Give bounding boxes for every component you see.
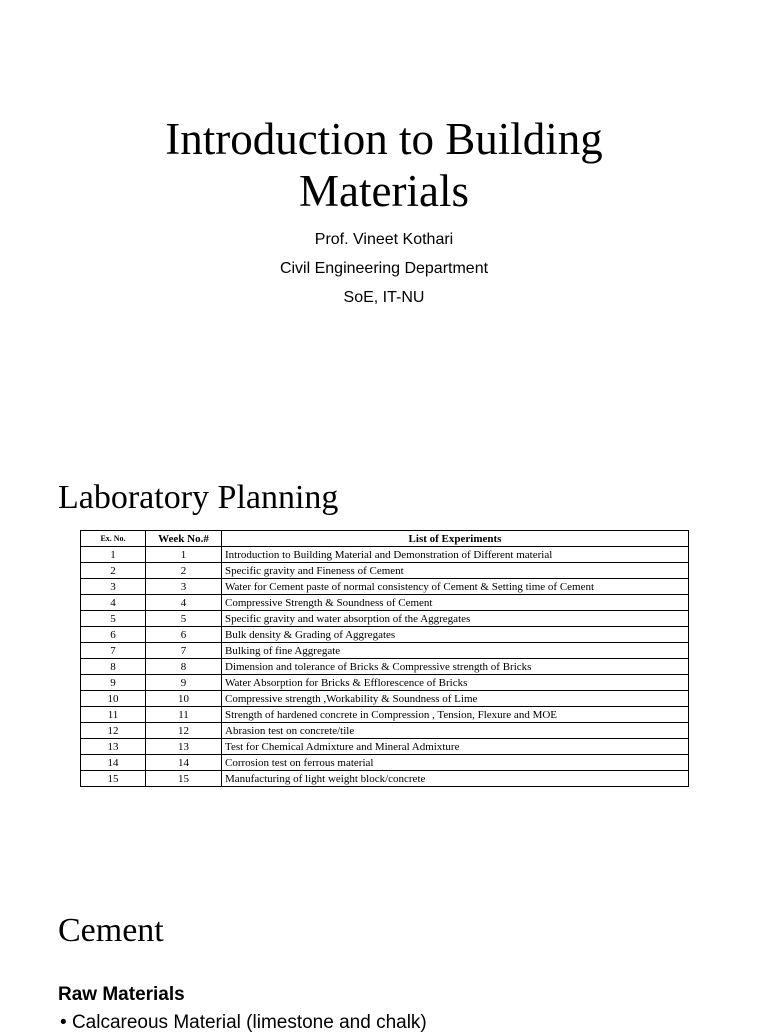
cell-experiment: Abrasion test on concrete/tile	[222, 723, 689, 739]
table-row	[81, 707, 689, 723]
cell-week-no: 5	[146, 611, 222, 627]
department-name: Civil Engineering Department	[279, 260, 489, 277]
cell-ex-no: 2	[81, 563, 146, 579]
cell-week-no: 3	[146, 579, 222, 595]
table-row	[81, 643, 689, 659]
cell-ex-no: 14	[81, 755, 146, 771]
cell-ex-no: 11	[81, 707, 146, 723]
table-row	[81, 771, 689, 787]
cell-week-no: 2	[146, 563, 222, 579]
cell-experiment: Corrosion test on ferrous material	[222, 755, 689, 771]
bullet-text: Calcareous Material (limestone and chalk)	[71, 1012, 427, 1033]
cell-week-no: 12	[146, 723, 222, 739]
cell-week-no: 9	[146, 675, 222, 691]
bullet-marker: •	[60, 1012, 67, 1033]
cell-week-no: 14	[146, 755, 222, 771]
cell-experiment: Bulk density & Grading of Aggregates	[222, 627, 689, 643]
cell-week-no: 11	[146, 707, 222, 723]
document-title	[0, 113, 768, 217]
cell-ex-no: 8	[81, 659, 146, 675]
author-name: Prof. Vineet Kothari	[314, 231, 454, 248]
header-ex-no: Ex. No.	[81, 531, 146, 547]
bullet-item	[60, 1011, 427, 1035]
cell-experiment: Dimension and tolerance of Bricks & Compressive strength of Bricks	[222, 659, 689, 675]
table-row	[81, 675, 689, 691]
cell-experiment: Specific gravity and Fineness of Cement	[222, 563, 689, 579]
cell-week-no: 1	[146, 547, 222, 563]
table-row	[81, 723, 689, 739]
cell-ex-no: 3	[81, 579, 146, 595]
title-line-1: Introduction to Building	[165, 114, 603, 164]
cell-experiment: Specific gravity and water absorption of the Aggregates	[222, 611, 689, 627]
table-row	[81, 659, 689, 675]
cell-ex-no: 7	[81, 643, 146, 659]
cell-experiment: Water for Cement paste of normal consistency of Cement & Setting time of Cement	[222, 579, 689, 595]
cell-week-no: 15	[146, 771, 222, 787]
cell-ex-no: 13	[81, 739, 146, 755]
cell-experiment: Compressive Strength & Soundness of Cement	[222, 595, 689, 611]
cell-week-no: 7	[146, 643, 222, 659]
cell-week-no: 8	[146, 659, 222, 675]
cell-ex-no: 4	[81, 595, 146, 611]
table-row	[81, 691, 689, 707]
cell-week-no: 13	[146, 739, 222, 755]
header-experiments: List of Experiments	[222, 531, 689, 547]
cell-week-no: 10	[146, 691, 222, 707]
cement-heading: Cement	[58, 912, 164, 949]
cell-experiment: Strength of hardened concrete in Compression , Tension, Flexure and MOE	[222, 707, 689, 723]
institute-name: SoE, IT-NU	[343, 289, 425, 306]
table-row	[81, 547, 689, 563]
cell-experiment: Compressive strength ,Workability & Soundness of Lime	[222, 691, 689, 707]
table-row	[81, 755, 689, 771]
table-row	[81, 563, 689, 579]
cell-ex-no: 1	[81, 547, 146, 563]
lab-planning-heading: Laboratory Planning	[58, 479, 339, 516]
header-week-no: Week No.#	[146, 531, 222, 547]
cell-experiment: Bulking of fine Aggregate	[222, 643, 689, 659]
cell-ex-no: 6	[81, 627, 146, 643]
table-header-row	[81, 531, 689, 547]
cell-week-no: 4	[146, 595, 222, 611]
table-row	[81, 579, 689, 595]
table-row	[81, 595, 689, 611]
table-row	[81, 739, 689, 755]
raw-materials-heading: Raw Materials	[58, 984, 185, 1005]
cell-ex-no: 12	[81, 723, 146, 739]
cell-ex-no: 9	[81, 675, 146, 691]
cell-experiment: Water Absorption for Bricks & Efflorescence of Bricks	[222, 675, 689, 691]
cell-ex-no: 15	[81, 771, 146, 787]
table-row	[81, 627, 689, 643]
cell-experiment: Test for Chemical Admixture and Mineral Admixture	[222, 739, 689, 755]
cell-ex-no: 10	[81, 691, 146, 707]
cell-experiment: Manufacturing of light weight block/concrete	[222, 771, 689, 787]
title-line-2: Materials	[299, 166, 469, 216]
cell-week-no: 6	[146, 627, 222, 643]
table-row	[81, 611, 689, 627]
cell-ex-no: 5	[81, 611, 146, 627]
experiments-table	[80, 530, 689, 787]
cell-experiment: Introduction to Building Material and Demonstration of Different material	[222, 547, 689, 563]
